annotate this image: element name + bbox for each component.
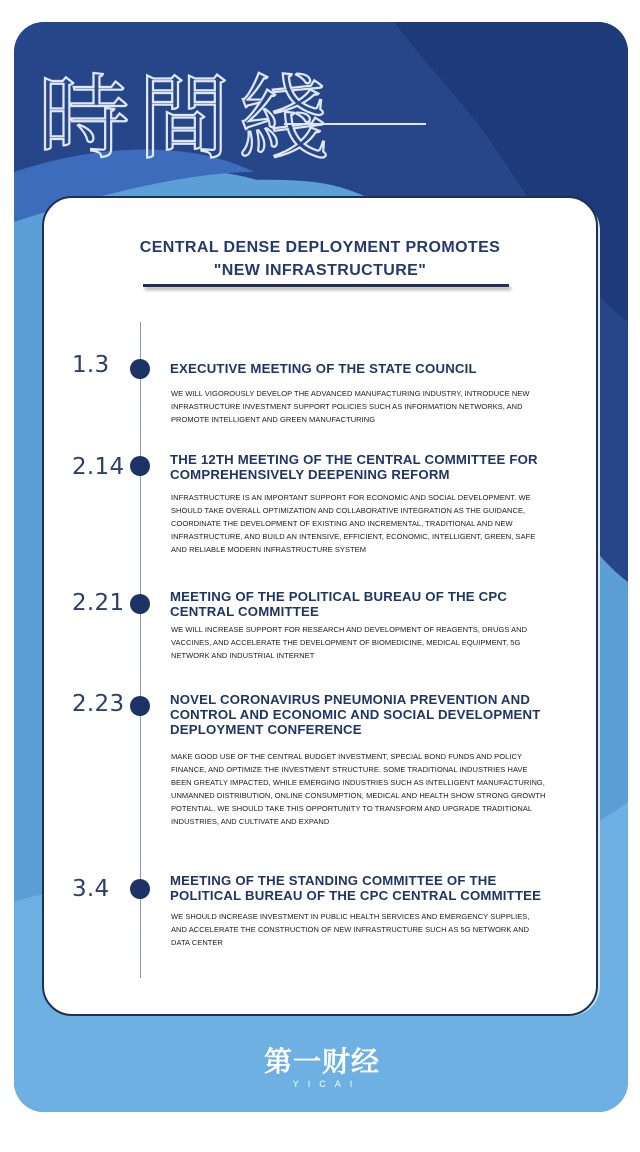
timeline-title-art bbox=[34, 52, 434, 172]
yicai-logo bbox=[262, 1046, 382, 1096]
event-title: MEETING OF THE STANDING COMMITTEE OF THE POLITICAL BUREAU OF THE CPC CENTRAL COMMITTEE bbox=[170, 873, 542, 903]
logo-subtitle: YICAI bbox=[292, 1079, 362, 1089]
headline-line-1: CENTRAL DENSE DEPLOYMENT PROMOTES bbox=[139, 239, 501, 256]
timeline-dot bbox=[130, 456, 150, 476]
svg-text:時間綫: 時間綫 bbox=[38, 65, 339, 172]
event-title: EXECUTIVE MEETING OF THE STATE COUNCIL bbox=[170, 361, 477, 376]
event-title: MEETING OF THE POLITICAL BUREAU OF THE CPC CENTRAL COMMITTEE bbox=[170, 589, 508, 619]
timeline-dot bbox=[130, 359, 150, 379]
event-date: 2.21 bbox=[72, 590, 125, 616]
event-title: THE 12TH MEETING OF THE CENTRAL COMMITTEE FOR COMPREHENSIVELY DEEPENING REFORM bbox=[170, 452, 538, 482]
event-description: WE WILL VIGOROUSLY DEVELOP THE ADVANCED MANUFACTURING INDUSTRY, INTRODUCE NEW INFRASTRUCTURE INVESTMENT SUPPORT POLICIES SUCH AS INFORMATION NETWORKS, AND PROMOTE INTELLIGENT AND GREEN MANUFACTURING bbox=[171, 389, 530, 424]
timeline-dot bbox=[130, 594, 150, 614]
event-title: NOVEL CORONAVIRUS PNEUMONIA PREVENTION AND CONTROL AND ECONOMIC AND SOCIAL DEVELOPMENT DEPLOYMENT CONFERENCE bbox=[170, 692, 541, 737]
headline bbox=[44, 236, 596, 282]
event-description: MAKE GOOD USE OF THE CENTRAL BUDGET INVESTMENT, SPECIAL BOND FUNDS AND POLICY FINANCE, AND OPTIMIZE THE INVESTMENT STRUCTURE. SOME TRADITIONAL INDUSTRIES HAVE BEEN GREATLY IMPACTED, WHILE EMERGING INDUSTRIES SUCH AS INTELLIGENT MANUFACTURING, UNMANNED DISTRIBUTION, ONLINE CONSUMPTION, MEDICAL AND HEALTH SHOW STRONG GROWTH POTENTIAL. WE SHOULD TAKE THIS OPPORTUNITY TO TRANSFORM AND UPGRADE TRADITIONAL INDUSTRIES, AND CULTIVATE AND EXPAND bbox=[171, 752, 546, 826]
timeline-dot bbox=[130, 879, 150, 899]
event-description: WE WILL INCREASE SUPPORT FOR RESEARCH AND DEVELOPMENT OF REAGENTS, DRUGS AND VACCINES, AND ACCELERATE THE DEVELOPMENT OF BIOMEDICINE, MEDICAL EQUIPMENT, 5G NETWORK AND INDUSTRIAL INTERNET bbox=[171, 625, 528, 660]
event-date: 2.23 bbox=[72, 691, 125, 717]
headline-line-2: "NEW INFRASTRUCTURE" bbox=[213, 262, 427, 279]
event-date: 2.14 bbox=[72, 454, 125, 480]
event-date: 3.4 bbox=[72, 876, 110, 902]
headline-underline bbox=[143, 284, 509, 287]
event-description: WE SHOULD INCREASE INVESTMENT IN PUBLIC HEALTH SERVICES AND EMERGENCY SUPPLIES, AND ACCELERATE THE CONSTRUCTION OF NEW INFRASTRUCTURE SUCH AS 5G NETWORK AND DATA CENTER bbox=[171, 912, 530, 947]
event-date: 1.3 bbox=[72, 352, 110, 378]
event-description: INFRASTRUCTURE IS AN IMPORTANT SUPPORT FOR ECONOMIC AND SOCIAL DEVELOPMENT. WE SHOULD TAKE OVERALL OPTIMIZATION AND COLLABORATIVE INTEGRATION AS THE GUIDANCE, COORDINATE THE DEVELOPMENT OF EXISTING AND INCREMENTAL, TRADITIONAL AND NEW INFRASTRUCTURE, AND BUILD AN INTENSIVE, EFFICIENT, ECONOMIC, INTELLIGENT, GREEN, SAFE AND RELIABLE MODERN INFRASTRUCTURE SYSTEM bbox=[171, 493, 536, 554]
logo-wordmark: 第一财经 bbox=[263, 1045, 380, 1078]
timeline-dot bbox=[130, 696, 150, 716]
